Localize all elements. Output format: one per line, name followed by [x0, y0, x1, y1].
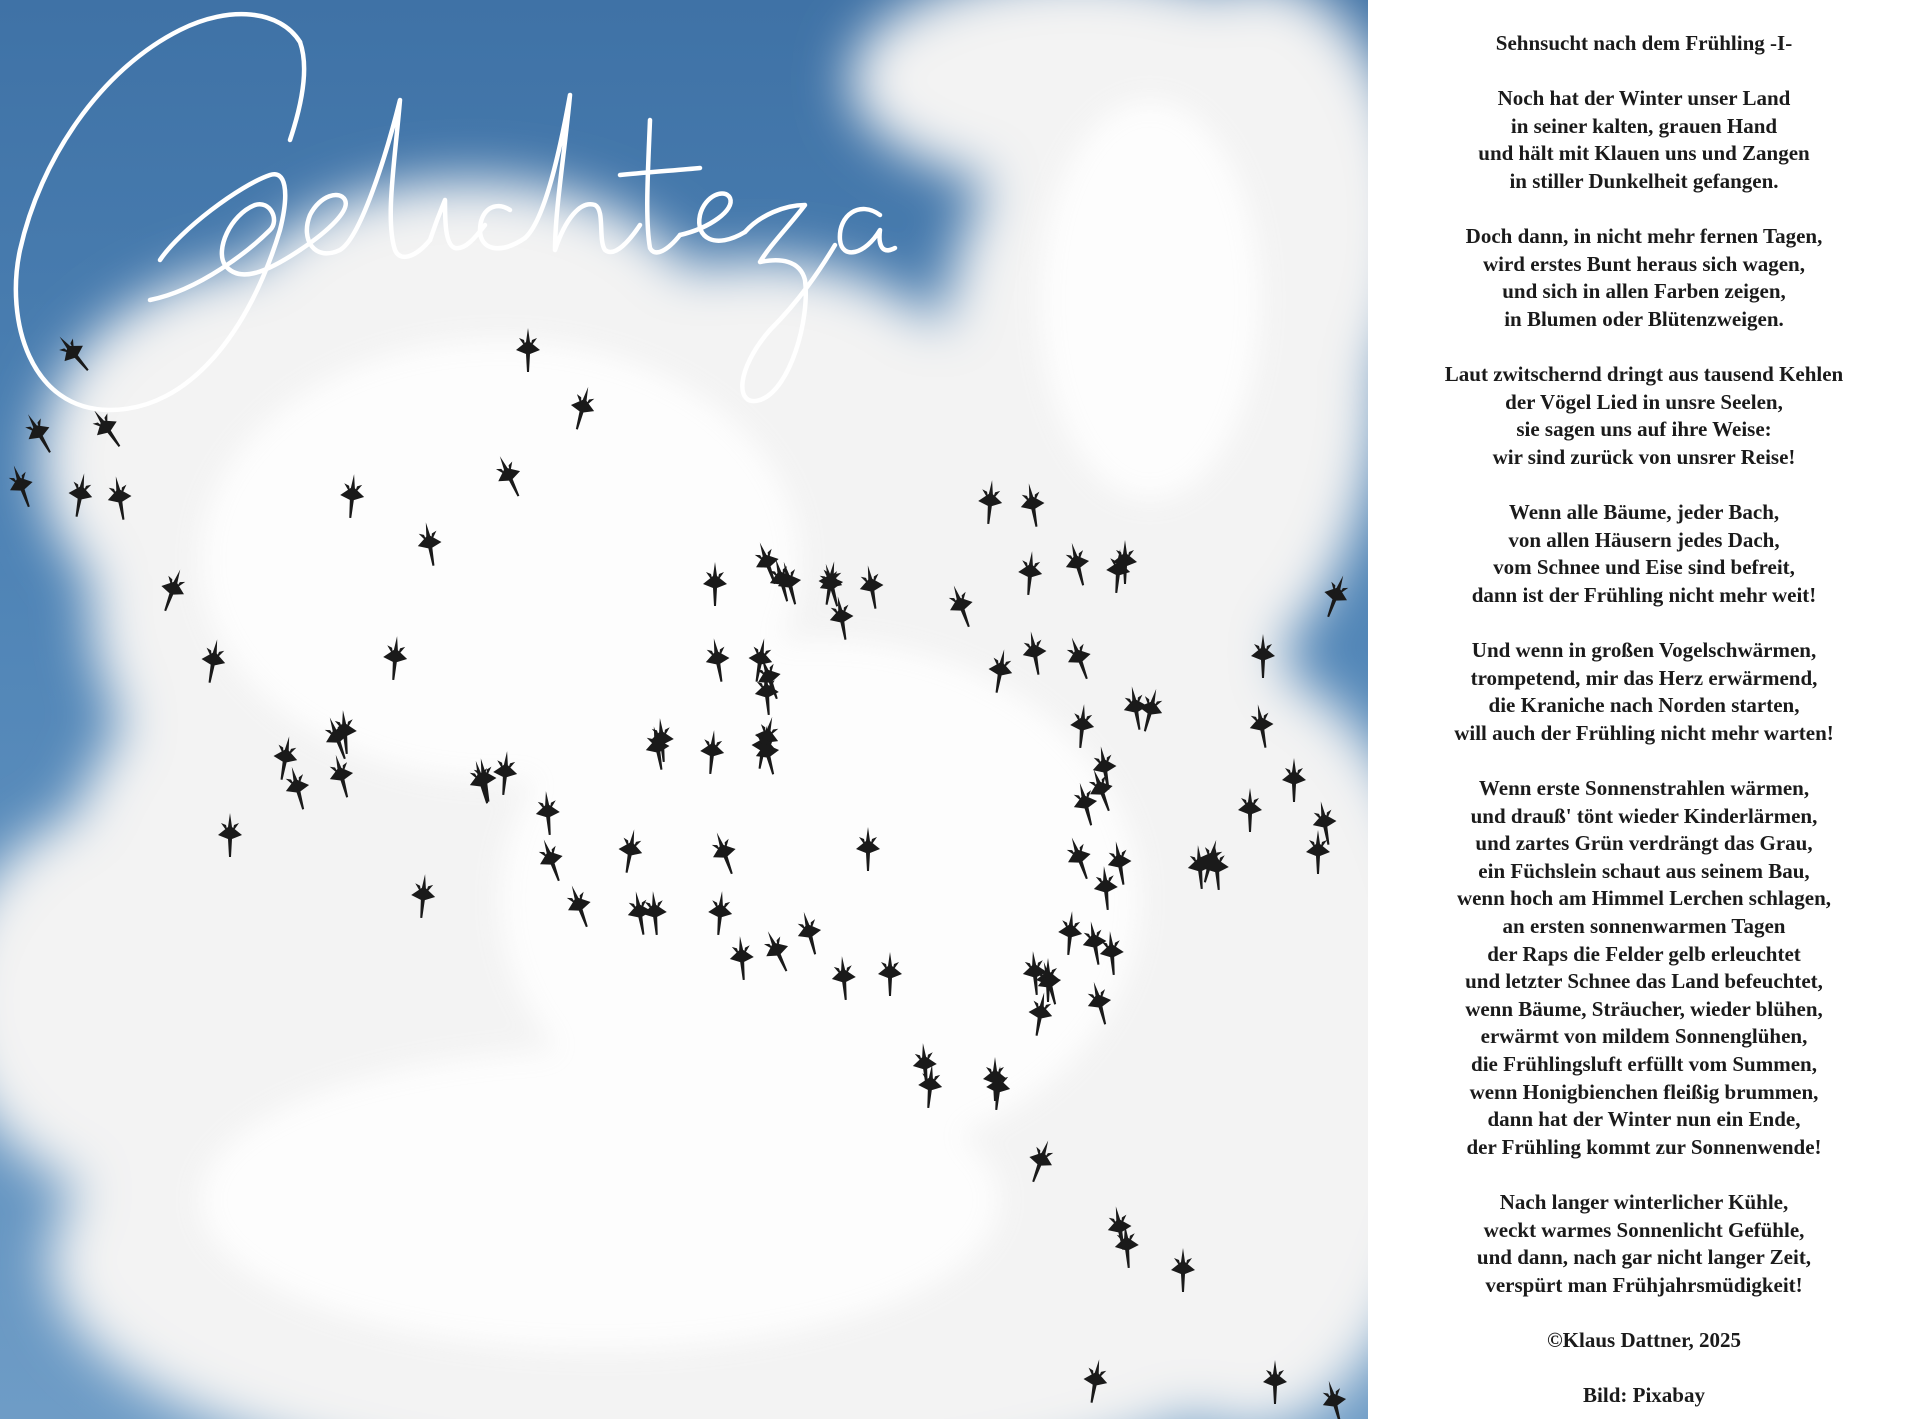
poem-line: Doch dann, in nicht mehr fernen Tagen, [1465, 224, 1823, 249]
poem-line: der Vögel Lied in unsre Seelen, [1505, 389, 1783, 414]
poem-line: sie sagen uns auf ihre Weise: [1516, 417, 1772, 442]
poem-line: wenn hoch am Himmel Lerchen schlagen, [1456, 886, 1832, 911]
poem-line: Nach langer winterlicher Kühle, [1499, 1189, 1789, 1214]
poem-stanza [1368, 223, 1920, 333]
poem-line: vom Schnee und Eise sind befreit, [1493, 555, 1795, 580]
poem-title: Sehnsucht nach dem Frühling -I- [1495, 31, 1793, 55]
poem-stanza [1368, 85, 1920, 195]
poem-line: und drauß' tönt wieder Kinderlärmen, [1470, 803, 1818, 828]
poem-line: und dann, nach gar nicht langer Zeit, [1476, 1245, 1812, 1270]
gedichtezauber-logo [0, 0, 920, 430]
poem-line: dann ist der Frühling nicht mehr weit! [1471, 582, 1817, 607]
poem-line: und zartes Grün verdrängt das Grau, [1475, 831, 1813, 856]
poem-line: Wenn alle Bäume, jeder Bach, [1508, 500, 1780, 525]
crane-icon [3, 461, 41, 511]
poem-line: an ersten sonnenwarmen Tagen [1502, 914, 1786, 938]
poem-stanzas [1368, 85, 1920, 1299]
poem-line: weckt warmes Sonnenlicht Gefühle, [1483, 1217, 1805, 1242]
poem-line: die Kraniche nach Norden starten, [1488, 693, 1800, 718]
poem-line: trompetend, mir das Herz erwärmend, [1470, 665, 1818, 690]
poem-line: wird erstes Bunt heraus sich wagen, [1482, 251, 1805, 276]
poem-stanza [1368, 1189, 1920, 1299]
poem-line: und hält mit Klauen uns und Zangen [1478, 141, 1810, 166]
poem-line: der Raps die Felder gelb erleuchtet [1487, 941, 1801, 966]
image-credit: Bild: Pixabay [1583, 1383, 1705, 1408]
poem-line: die Frühlingsluft erfüllt vom Summen, [1471, 1051, 1817, 1076]
copyright-notice: ©Klaus Dattner, 2025 [1546, 1327, 1741, 1352]
poem-stanza [1368, 499, 1920, 609]
poem-line: in Blumen oder Blütenzweigen. [1504, 306, 1784, 331]
poem-line: verspürt man Frühjahrsmüdigkeit! [1485, 1272, 1803, 1297]
poem-line: Und wenn in großen Vogelschwärmen, [1471, 638, 1817, 663]
poem-line: Noch hat der Winter unser Land [1497, 86, 1791, 111]
poem-line: erwärmt von mildem Sonnenglühen, [1480, 1024, 1808, 1049]
poem-line: Wenn erste Sonnenstrahlen wärmen, [1478, 776, 1810, 801]
poem-line: wir sind zurück von unsrer Reise! [1492, 444, 1796, 469]
poem-line: Laut zwitschernd dringt aus tausend Kehlen [1444, 362, 1844, 387]
poem-line: ein Füchslein schaut aus seinem Bau, [1478, 858, 1810, 883]
poem-line: und sich in allen Farben zeigen, [1502, 279, 1786, 304]
poem-line: dann hat der Winter nun ein Ende, [1487, 1107, 1801, 1132]
poem-stanza [1368, 775, 1920, 1161]
poem-line: wenn Bäume, Sträucher, wieder blühen, [1465, 996, 1823, 1021]
poem-stanza [1368, 637, 1920, 747]
poem-line: will auch der Frühling nicht mehr warten! [1454, 720, 1834, 745]
poem-line: in stiller Dunkelheit gefangen. [1509, 168, 1779, 193]
poem-line: in seiner kalten, grauen Hand [1510, 113, 1778, 138]
poem-line: von allen Häusern jedes Dach, [1508, 527, 1780, 552]
poem-line: und letzter Schnee das Land befeuchtet, [1465, 969, 1823, 994]
poem-line: der Frühling kommt zur Sonnenwende! [1466, 1134, 1822, 1159]
poem-stanza [1368, 361, 1920, 471]
poem-line: wenn Honigbienchen fleißig brummen, [1469, 1079, 1819, 1104]
poem-panel [1368, 0, 1920, 1419]
